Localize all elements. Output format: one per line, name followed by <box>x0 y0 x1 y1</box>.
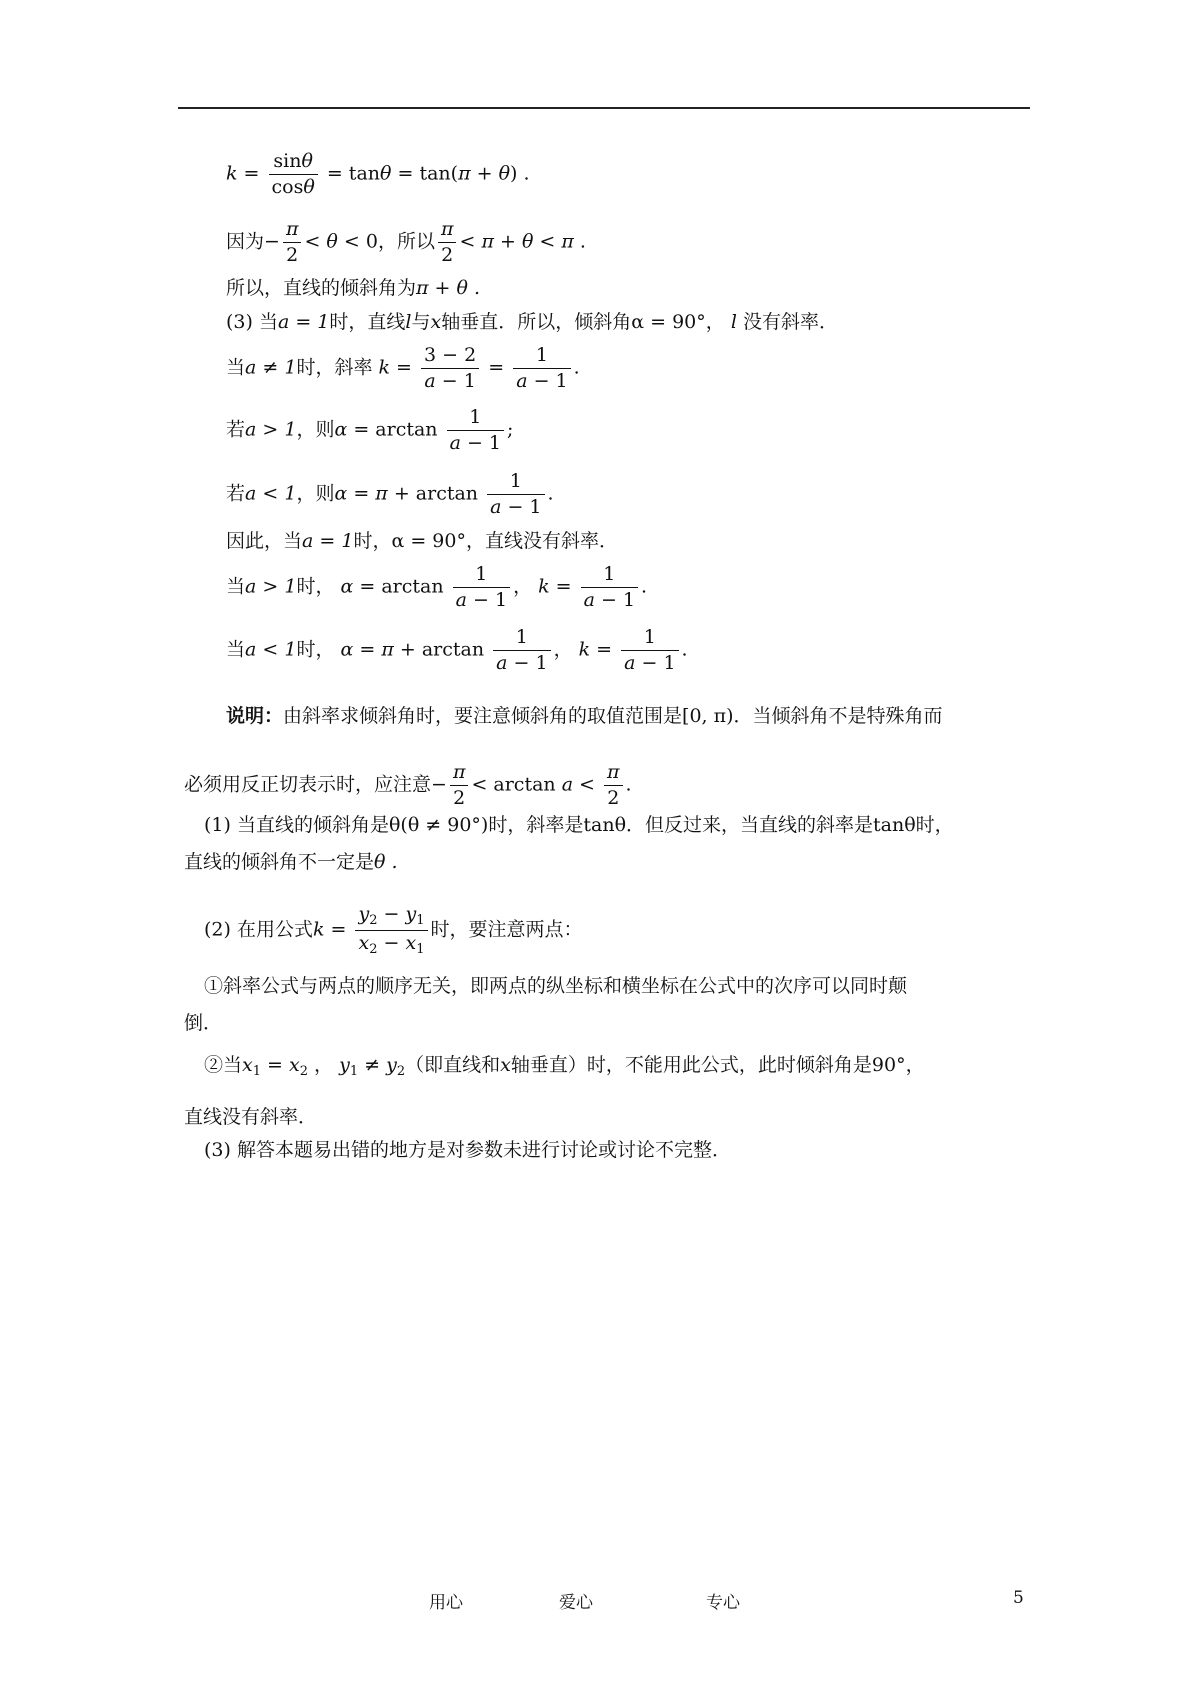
conclusion-angle: 所以，直线的倾斜角为π + θ . <box>226 277 481 299</box>
note-point-2a: ①斜率公式与两点的顺序无关，即两点的纵坐标和横坐标在公式中的次序可以同时颠 <box>204 975 908 997</box>
case-a-equals-1: (3) 当a = 1时，直线l与x轴垂直．所以，倾斜角α = 90°， l 没有斜率． <box>226 311 838 333</box>
footer-word-1: 用心 <box>429 1593 463 1613</box>
inequality-theta-line: 因为− $\frac{\pi}{2}$ < θ < 0，所以 $\frac{\pi}{2}$ < π + θ < π . <box>226 218 586 266</box>
note-point-1-cont: 直线的倾斜角不一定是θ . <box>184 851 398 873</box>
summary-a-equals-1: 因此，当a = 1时，α = 90°，直线没有斜率． <box>226 530 618 552</box>
summary-a-gt-1: 当a > 1时， α = arctan $\frac{1}{a - 1}$ ， k = $\frac{1}{a - 1}$ . <box>226 563 648 611</box>
case-a-gt-1: 若a > 1，则α = arctan $\frac{1}{a - 1}$ ; <box>226 406 514 454</box>
equation-slope-theta: k = $\frac{\sin\theta}{\cos\theta}$ = tanθ = tan(π + θ) . <box>226 150 530 198</box>
note-point-3: (3) 解答本题易出错的地方是对参数未进行讨论或讨论不完整． <box>204 1139 731 1161</box>
note-point-2b: ②当$x_1 = x_2$ ， $y_1 \ne y_2$（即直线和x轴垂直）时，不能用此公式，此时倾斜角是90°， <box>204 1054 925 1079</box>
summary-a-lt-1: 当a < 1时， α = π + arctan $\frac{1}{a - 1}$ ， k = $\frac{1}{a - 1}$ . <box>226 626 688 674</box>
note-point-1: (1) 当直线的倾斜角是θ(θ ≠ 90°)时，斜率是tanθ．但反过来，当直线的斜率是tanθ时， <box>204 814 954 836</box>
case-a-lt-1: 若a < 1，则α = π + arctan $\frac{1}{a - 1}$ . <box>226 470 554 518</box>
page-number: 5 <box>1013 1588 1024 1608</box>
note-arctan-range: 必须用反正切表示时，应注意− $\frac{\pi}{2}$ < arctan a < $\frac{\pi}{2}$ . <box>184 761 632 809</box>
note-paragraph: 说明：由斜率求倾斜角时，要注意倾斜角的取值范围是[0, π)．当倾斜角不是特殊角而 <box>226 705 943 727</box>
note-point-2b-cont: 直线没有斜率． <box>184 1106 318 1128</box>
note-point-2a-cont: 倒． <box>184 1012 223 1034</box>
case-a-not-1: 当a ≠ 1时，斜率 k = $\frac{3 - 2}{a - 1}$ = $\frac{1}{a - 1}$ . <box>226 344 580 392</box>
note-point-2: (2) 在用公式k = $\frac{y_2 - y_1}{x_2 - x_1}$ 时，要注意两点： <box>204 903 583 957</box>
footer-word-3: 专心 <box>706 1593 740 1613</box>
footer-word-2: 爱心 <box>559 1593 593 1613</box>
header-rule <box>178 107 1030 109</box>
